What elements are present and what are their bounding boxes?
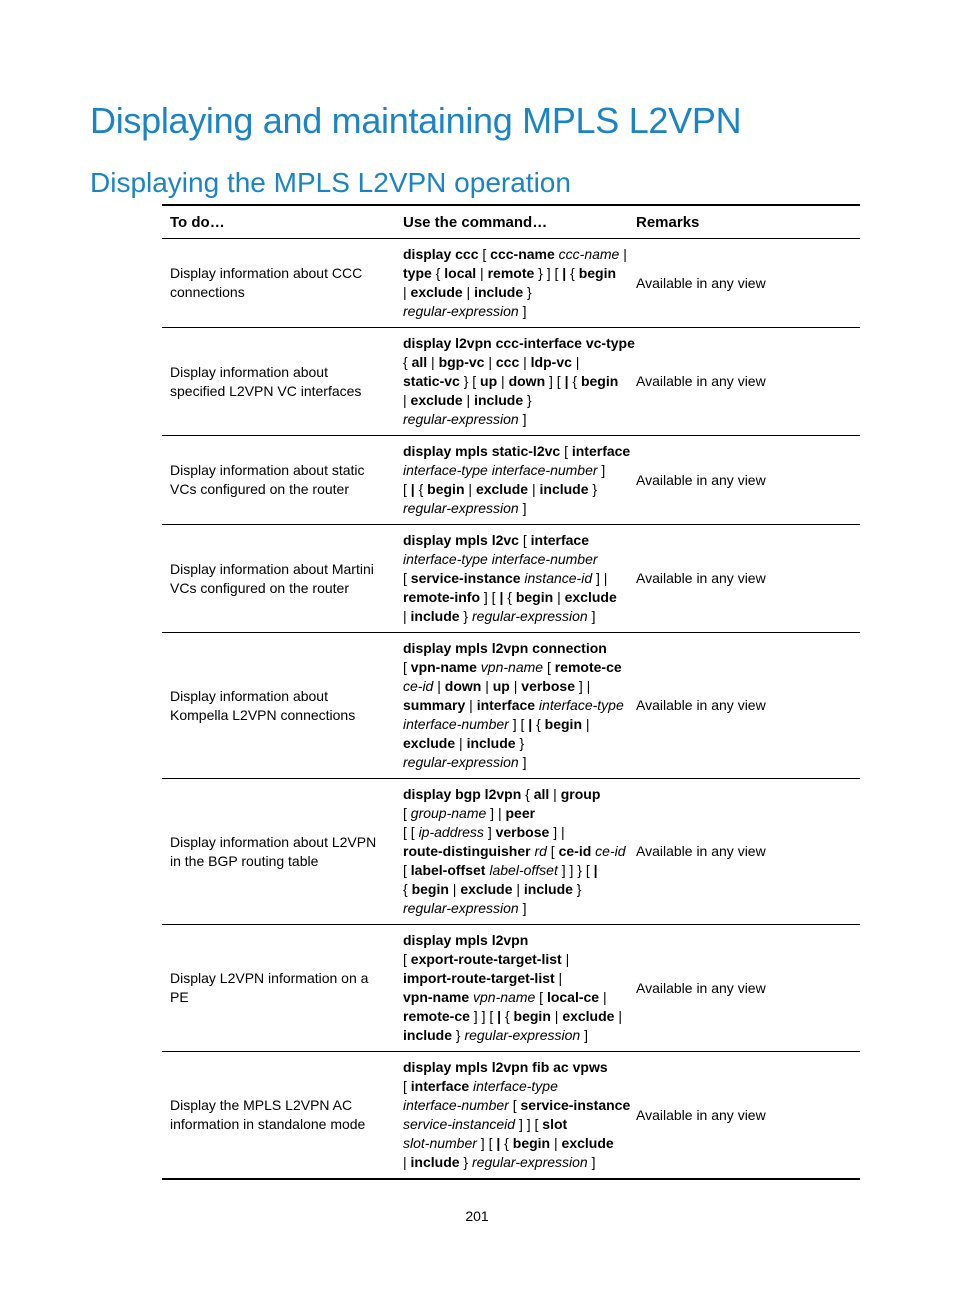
command-syntax: | (403, 392, 411, 408)
command-line (403, 372, 620, 391)
command-line (403, 969, 620, 988)
page-number: 201 (465, 1208, 489, 1224)
command-keyword: begin (427, 481, 465, 497)
command-argument: group-name (410, 805, 487, 821)
command-line (403, 391, 620, 410)
command-argument: interface-type interface-number (403, 551, 598, 567)
command-syntax: | (550, 1008, 563, 1024)
command-line (403, 1153, 620, 1172)
command-keyword: exclude (562, 1008, 615, 1024)
command-keyword: group (560, 786, 601, 802)
command-syntax: | (614, 1008, 622, 1024)
command-syntax: { (521, 786, 534, 802)
command-cell (395, 633, 628, 778)
command-syntax: | (528, 481, 540, 497)
command-syntax: { (566, 265, 579, 281)
command-keyword: vpn-name (410, 659, 477, 675)
command-keyword: slot (542, 1116, 568, 1132)
command-keyword: up (480, 373, 498, 389)
command-keyword: include (410, 1154, 460, 1170)
command-syntax: ] (518, 411, 527, 427)
command-syntax: } (459, 1154, 473, 1170)
command-keyword: interface (410, 1078, 470, 1094)
command-syntax: | (549, 786, 561, 802)
command-line (403, 569, 620, 588)
command-cell (395, 328, 635, 435)
command-syntax: | (476, 265, 488, 281)
command-line (403, 245, 627, 264)
command-keyword: display mpls l2vpn connection (403, 640, 607, 656)
command-syntax: [ (535, 989, 547, 1005)
command-syntax: ] (597, 462, 606, 478)
command-keyword: display ccc (403, 246, 479, 262)
command-line (403, 283, 620, 302)
command-keyword: down (508, 373, 546, 389)
command-syntax: | (571, 354, 580, 370)
command-cell (395, 436, 631, 524)
command-syntax: ] | (574, 678, 591, 694)
command-keyword: | (564, 373, 569, 389)
command-keyword: | (528, 716, 533, 732)
command-keyword: interface (476, 697, 536, 713)
command-syntax: } (588, 481, 598, 497)
command-argument: regular-expression (403, 303, 519, 319)
command-keyword: begin (544, 716, 583, 732)
command-keyword: vpn-name (403, 989, 470, 1005)
command-syntax: { (403, 354, 412, 370)
command-line (403, 804, 620, 823)
command-keyword: up (492, 678, 510, 694)
todo-cell: Display the MPLS L2VPN AC information in standalone mode (170, 1097, 366, 1132)
table-row (162, 779, 860, 925)
command-syntax: | (433, 678, 445, 694)
command-syntax: ] [ (480, 589, 500, 605)
command-line (403, 1096, 631, 1115)
command-syntax: | (465, 697, 477, 713)
command-line (403, 442, 631, 461)
command-keyword: display mpls l2vc (403, 532, 519, 548)
command-keyword: include (466, 735, 516, 751)
command-keyword: begin (513, 1008, 551, 1024)
command-syntax: [ (478, 246, 491, 262)
command-line (403, 480, 620, 499)
command-syntax: | (497, 373, 509, 389)
command-keyword: all (533, 786, 550, 802)
command-keyword: include (523, 881, 573, 897)
command-argument: rd (530, 843, 547, 859)
command-syntax: | (462, 392, 475, 408)
command-syntax: | (462, 284, 475, 300)
command-argument: interface-number (403, 1097, 509, 1113)
command-line (403, 302, 620, 321)
command-keyword: verbose (521, 678, 575, 694)
command-keyword: peer (505, 805, 536, 821)
command-syntax: | (512, 881, 524, 897)
command-syntax: { (503, 589, 516, 605)
command-keyword: bgp-vc (438, 354, 485, 370)
remarks-cell: Available in any view (636, 471, 766, 488)
command-keyword: route-distinguisher (403, 843, 531, 859)
command-keyword: include (474, 284, 524, 300)
command-syntax: | (519, 354, 531, 370)
command-syntax: } (515, 735, 525, 751)
command-syntax: [ (403, 481, 411, 497)
command-argument: slot-number (403, 1135, 477, 1151)
command-line (403, 842, 626, 861)
command-keyword: service-instance (520, 1097, 631, 1113)
command-syntax: | (481, 678, 493, 694)
command-keyword: summary (403, 697, 466, 713)
command-syntax: ] | (549, 824, 565, 840)
command-keyword: ldp-vc (530, 354, 572, 370)
command-line (403, 461, 620, 480)
command-line (403, 588, 620, 607)
command-syntax: ] (518, 500, 527, 516)
command-line (403, 1115, 620, 1134)
command-keyword: | (410, 481, 415, 497)
command-line (403, 334, 635, 353)
remarks-cell: Available in any view (636, 274, 766, 291)
command-cell (395, 525, 628, 632)
command-syntax: } (523, 284, 532, 300)
command-syntax: | (561, 951, 570, 967)
column-header-command: Use the command… (403, 213, 548, 231)
command-keyword: include (403, 1027, 453, 1043)
table-row (162, 239, 860, 328)
todo-cell: Display information about static VCs configured on the router (170, 462, 365, 497)
command-syntax: [ (403, 805, 411, 821)
command-keyword: display mpls static-l2vc (403, 443, 561, 459)
command-line (403, 880, 620, 899)
command-keyword: display mpls l2vpn fib ac vpws (403, 1059, 608, 1075)
command-keyword: export-route-target-list (410, 951, 562, 967)
command-syntax: [ (403, 570, 411, 586)
command-argument: ccc-name (554, 246, 620, 262)
command-line (403, 931, 620, 950)
command-argument: label-offset (485, 862, 558, 878)
command-argument: regular-expression (403, 411, 519, 427)
command-syntax: | (484, 354, 496, 370)
command-line (403, 658, 620, 677)
command-keyword: interface (571, 443, 631, 459)
todo-cell: Display information about Martini VCs configured on the router (170, 560, 374, 596)
remarks-cell: Available in any view (636, 373, 766, 389)
command-argument: vpn-name (469, 989, 536, 1005)
command-keyword: begin (512, 1135, 551, 1151)
todo-cell: Display information about Kompella L2VPN connections (170, 687, 356, 723)
command-keyword: all (411, 354, 428, 370)
command-keyword: label-offset (410, 862, 486, 878)
command-keyword: begin (580, 373, 619, 389)
command-syntax: [ (518, 532, 531, 548)
command-keyword: ccc (495, 354, 520, 370)
command-argument: instance-id (520, 570, 593, 586)
command-syntax: | (553, 589, 565, 605)
command-keyword: exclude (564, 589, 617, 605)
command-syntax: { (568, 373, 581, 389)
command-keyword: include (474, 392, 524, 408)
command-syntax: { (403, 881, 412, 897)
command-line (403, 734, 620, 753)
page-title: Displaying and maintaining MPLS L2VPN (90, 100, 742, 141)
command-keyword: include (410, 608, 460, 624)
command-keyword: include (539, 481, 589, 497)
command-argument: ce-id (403, 678, 434, 694)
command-syntax: | (403, 1154, 411, 1170)
command-keyword: ce-id (558, 843, 592, 859)
command-syntax: | (455, 735, 467, 751)
command-syntax: { (431, 265, 445, 281)
command-syntax: { (532, 716, 545, 732)
command-argument: regular-expression (403, 754, 519, 770)
command-keyword: exclude (403, 735, 456, 751)
command-argument: interface-type (535, 697, 624, 713)
todo-cell: Display information about specified L2VPN VC interfaces (170, 363, 362, 399)
command-line (403, 353, 620, 372)
command-line (403, 1134, 620, 1153)
command-line (403, 753, 620, 772)
command-keyword: begin (578, 265, 617, 281)
command-argument: vpn-name (476, 659, 544, 675)
command-line (403, 531, 620, 550)
command-line (403, 264, 620, 283)
command-keyword: down (444, 678, 482, 694)
command-keyword: exclude (460, 881, 513, 897)
command-line (403, 785, 620, 804)
command-syntax: [ (403, 862, 411, 878)
command-line (403, 639, 620, 658)
command-syntax: { (500, 1135, 513, 1151)
command-line (403, 677, 620, 696)
todo-cell: Display information about L2VPN in the BGP routing table (170, 833, 377, 869)
command-line (403, 696, 624, 715)
command-keyword: ccc-name (490, 246, 555, 262)
command-cell (395, 925, 628, 1051)
section-heading: Displaying the MPLS L2VPN operation (90, 167, 571, 198)
table-header-row (162, 206, 860, 239)
command-line (403, 899, 620, 918)
command-keyword: local-ce (546, 989, 600, 1005)
command-argument: regular-expression (472, 608, 588, 624)
todo-cell: Display information about CCC connections (170, 265, 363, 300)
command-keyword: verbose (495, 824, 550, 840)
command-cell (395, 779, 628, 924)
command-syntax: [ (403, 1078, 411, 1094)
remarks-cell: Available in any view (636, 1106, 766, 1123)
command-syntax: ] (518, 303, 527, 319)
command-line (403, 410, 620, 429)
command-syntax: } [ (459, 373, 481, 389)
command-syntax: ] (483, 824, 496, 840)
command-keyword: | (497, 1008, 502, 1024)
command-syntax: ] ] [ (469, 1008, 498, 1024)
command-keyword: | (593, 862, 598, 878)
command-syntax: ] [ (545, 373, 565, 389)
command-keyword: | (562, 265, 567, 281)
command-argument: interface-type interface-number (403, 462, 598, 478)
command-argument: interface-number (403, 716, 509, 732)
command-keyword: display l2vpn ccc-interface vc-type (403, 335, 635, 351)
command-line (403, 607, 620, 626)
command-keyword: remote-ce (403, 1008, 470, 1024)
todo-cell: Display L2VPN information on a PE (170, 970, 369, 1005)
command-syntax: | (509, 678, 522, 694)
command-syntax: | (582, 716, 590, 732)
command-syntax: ] [ (476, 1135, 497, 1151)
table-row (162, 633, 860, 779)
command-syntax: } (452, 1027, 465, 1043)
table-body (162, 239, 860, 1178)
command-keyword: remote (487, 265, 535, 281)
command-syntax: [ (546, 843, 559, 859)
command-syntax: | (464, 481, 476, 497)
command-keyword: exclude (561, 1135, 614, 1151)
command-syntax: ] | (486, 805, 506, 821)
command-syntax: } (572, 881, 582, 897)
table-row (162, 525, 860, 633)
remarks-cell: Available in any view (636, 843, 766, 859)
command-line (403, 1007, 620, 1026)
column-header-remarks: Remarks (636, 213, 700, 231)
command-keyword: local (444, 265, 477, 281)
command-syntax: | (550, 1135, 562, 1151)
command-keyword: type (403, 265, 432, 281)
command-syntax: | (403, 608, 411, 624)
table-row (162, 1052, 860, 1178)
command-syntax: | (599, 989, 607, 1005)
command-argument: regular-expression (403, 500, 519, 516)
command-syntax: ] | (592, 570, 608, 586)
command-argument: ip-address (418, 824, 484, 840)
command-argument: regular-expression (403, 900, 519, 916)
command-syntax: ] (587, 1154, 596, 1170)
command-syntax: ] (580, 1027, 588, 1043)
remarks-cell: Available in any view (636, 979, 766, 996)
command-syntax: { (501, 1008, 514, 1024)
command-line (403, 861, 620, 880)
command-argument: service-instanceid (403, 1116, 516, 1132)
command-syntax: [ (403, 659, 411, 675)
command-line (403, 715, 620, 734)
command-syntax: | (554, 970, 563, 986)
command-keyword: import-route-target-list (403, 970, 555, 986)
command-syntax: ] [ (508, 716, 529, 732)
command-syntax: [ (508, 1097, 521, 1113)
command-keyword: remote-info (403, 589, 480, 605)
command-keyword: begin (515, 589, 554, 605)
command-syntax: ] (518, 754, 527, 770)
command-syntax: ] (587, 608, 596, 624)
command-syntax: [ (543, 659, 555, 675)
command-line (403, 1058, 620, 1077)
command-syntax: { (414, 481, 428, 497)
command-syntax: ] ] } [ (557, 862, 594, 878)
command-table (162, 204, 860, 1180)
command-argument: regular-expression (464, 1027, 581, 1043)
column-header-todo: To do… (170, 213, 225, 231)
command-syntax: ] ] [ (515, 1116, 543, 1132)
table-row (162, 436, 860, 525)
command-syntax: } (459, 608, 473, 624)
command-line (403, 950, 620, 969)
command-keyword: begin (411, 881, 449, 897)
command-argument: regular-expression (472, 1154, 588, 1170)
table-row (162, 925, 860, 1052)
command-line (403, 823, 620, 842)
command-keyword: | (499, 589, 504, 605)
command-syntax: } ] [ (534, 265, 563, 281)
command-syntax: [ (403, 951, 411, 967)
command-syntax: | (403, 284, 411, 300)
command-keyword: service-instance (410, 570, 521, 586)
command-keyword: remote-ce (554, 659, 622, 675)
command-syntax: | (448, 881, 461, 897)
command-line (403, 550, 620, 569)
command-argument: interface-type (469, 1078, 558, 1094)
command-keyword: display bgp l2vpn (403, 786, 522, 802)
command-argument: ce-id (591, 843, 626, 859)
command-syntax: ] (518, 900, 527, 916)
command-keyword: static-vc (403, 373, 460, 389)
command-keyword: interface (530, 532, 589, 548)
command-syntax: | (619, 246, 627, 262)
command-line (403, 1026, 620, 1045)
command-syntax: [ (560, 443, 572, 459)
command-line (403, 499, 620, 518)
command-syntax: [ [ (403, 824, 419, 840)
command-syntax: } (523, 392, 532, 408)
command-line (403, 988, 620, 1007)
command-line (403, 1077, 620, 1096)
command-syntax: | (427, 354, 439, 370)
remarks-cell: Available in any view (636, 570, 766, 586)
remarks-cell: Available in any view (636, 697, 766, 713)
table-row (162, 328, 860, 436)
command-cell (395, 239, 628, 327)
command-keyword: display mpls l2vpn (403, 932, 529, 948)
command-keyword: exclude (475, 481, 529, 497)
command-keyword: exclude (410, 392, 463, 408)
command-keyword: exclude (410, 284, 463, 300)
command-keyword: | (496, 1135, 501, 1151)
command-cell (395, 1052, 631, 1178)
